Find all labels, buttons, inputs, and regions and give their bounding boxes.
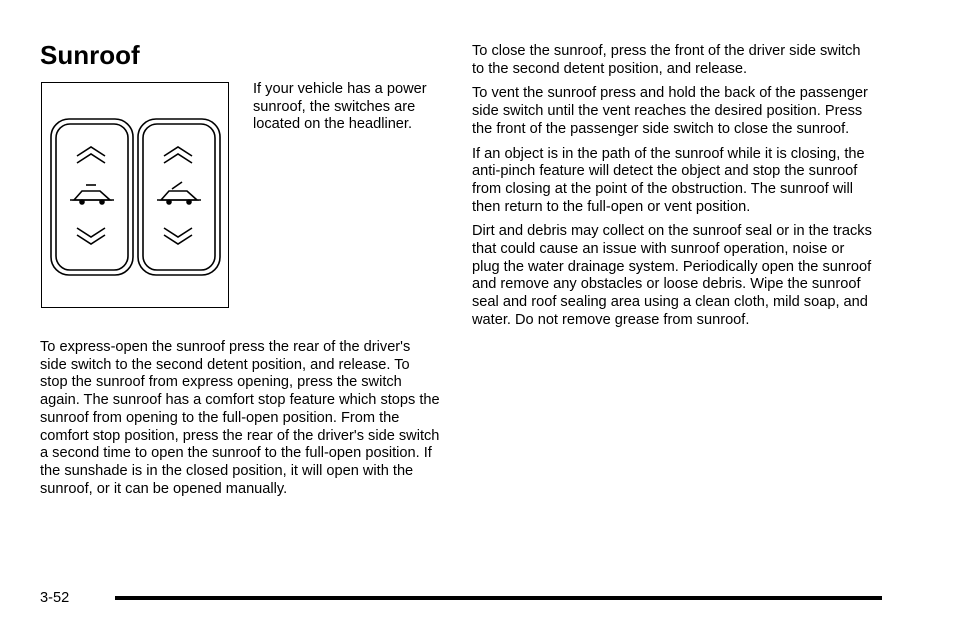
double-chevron-up-icon	[77, 147, 105, 163]
passenger-side-switch	[138, 119, 220, 275]
left-column	[40, 339, 440, 498]
double-chevron-down-icon	[77, 228, 105, 244]
page-number: 3-52	[40, 590, 70, 606]
paragraph-anti-pinch: If an object is in the path of the sunroof while it is closing, the anti-pinch feature will detect the object and stop the sunroof from closing at the point of the obstruction. The sunroof will then return to the full-open or vent position.	[472, 145, 865, 215]
sunroof-switch-illustration	[41, 82, 229, 308]
paragraph-vent: To vent the sunroof press and hold the back of the passenger side switch until the vent reaches the desired position. Press the front of the passenger side switch to close the sunroof.	[472, 85, 868, 137]
figure-caption: If your vehicle has a power sunroof, the switches are located on the headliner.	[253, 81, 427, 133]
paragraph-express-open: To express-open the sunroof press the rear of the driver's side switch to the second detent position, and release. To stop the sunroof from express opening, press the switch again. The sunroof has a comfort stop feature which stops the sunroof from opening to the full-open position. From the comfort stop position, press the rear of the driver's side switch a second time to open the sunroof to the full-open position. If the sunshade is in the closed position, it will open with the sunroof, or it can be opened manually.	[40, 339, 440, 497]
double-chevron-up-icon	[164, 147, 192, 163]
footer-rule	[115, 596, 882, 600]
paragraph-close: To close the sunroof, press the front of the driver side switch to the second detent position, and release.	[472, 43, 861, 77]
sunroof-tilt-icon	[157, 182, 201, 204]
right-column	[472, 43, 874, 337]
driver-side-switch	[51, 119, 133, 275]
paragraph-maintenance: Dirt and debris may collect on the sunroof seal or in the tracks that could cause an issue with sunroof operation, noise or plug the water drainage system. Periodically open the sunroof and remove any obstacles or loose debris. Wipe the sunroof seal and roof sealing area using a clean cloth, mild soap, and water. Do not remove grease from sunroof.	[472, 223, 872, 328]
sunroof-vent-icon	[70, 185, 114, 204]
double-chevron-down-icon	[164, 228, 192, 244]
page-title: Sunroof	[40, 40, 140, 70]
